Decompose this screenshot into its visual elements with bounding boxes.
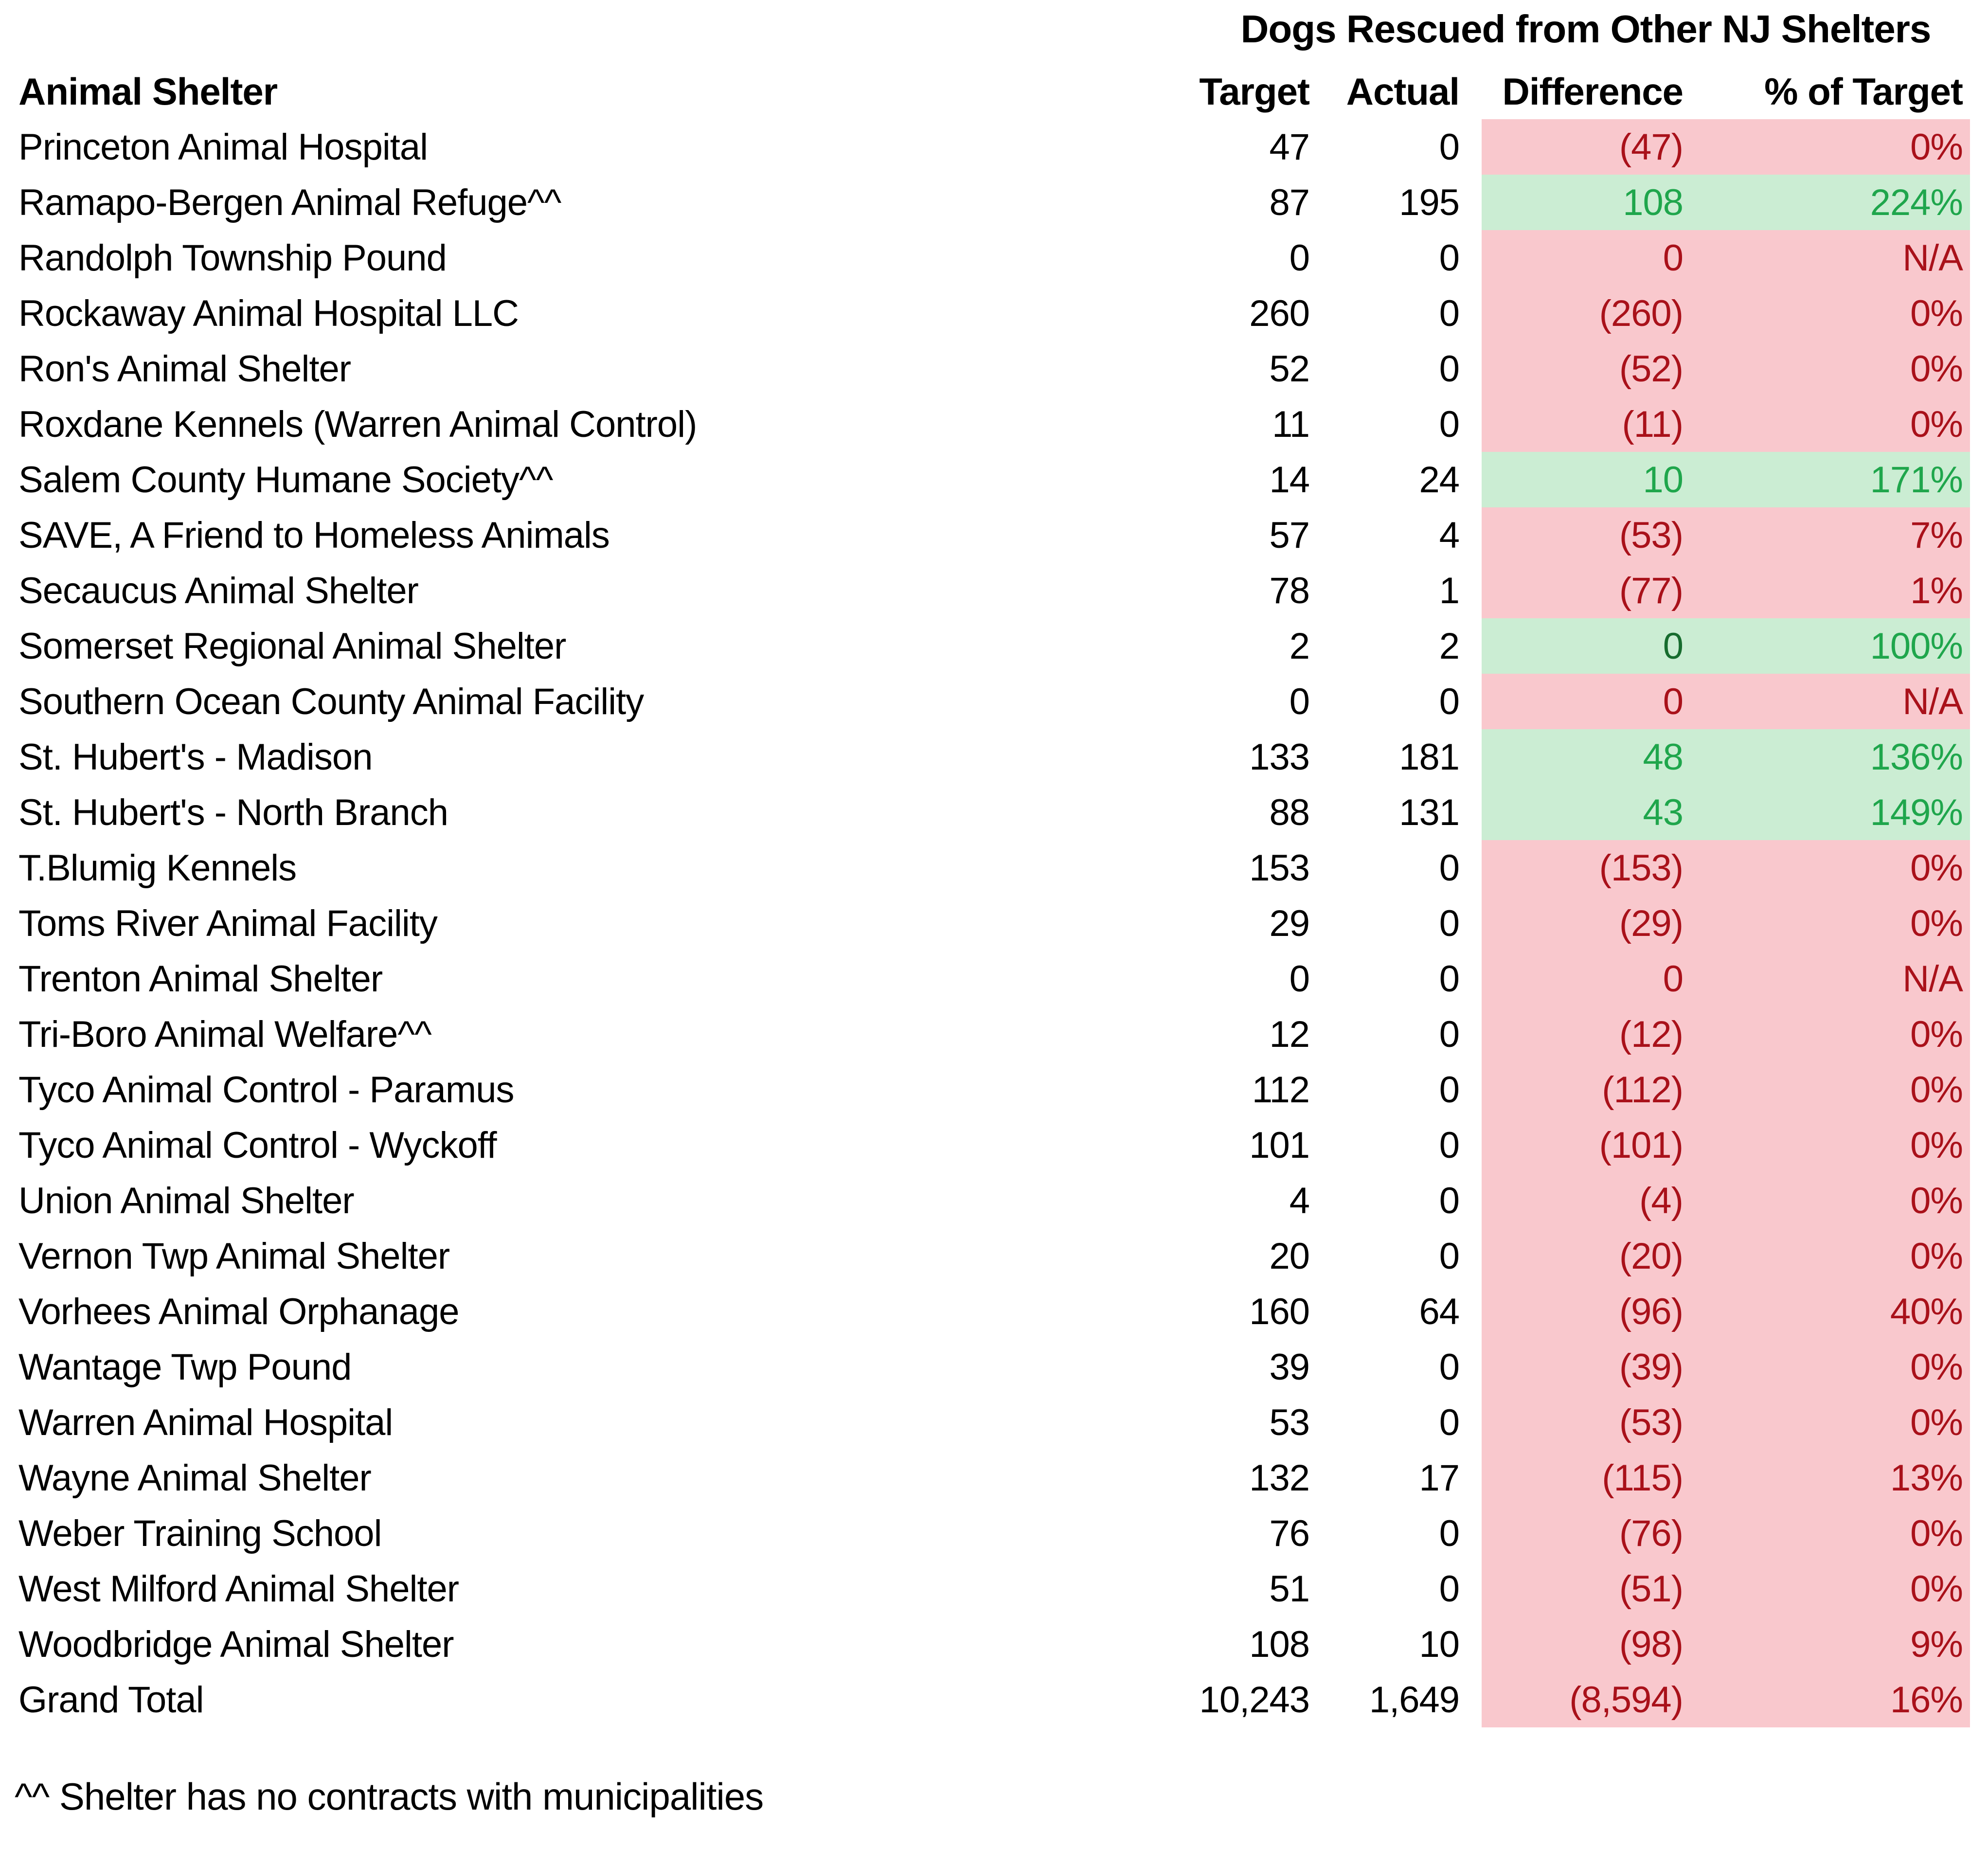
table-row-margin-cell (1970, 119, 1988, 175)
table-row-difference-cell: 48 (1482, 729, 1712, 785)
table-row-pct-of-target-cell: N/A (1712, 951, 1970, 1006)
table-row-pct-of-target-cell: 0% (1712, 286, 1970, 341)
table-row-difference-cell: (29) (1482, 896, 1712, 951)
table-row-actual-cell: 0 (1439, 1401, 1459, 1443)
table-row-shelter-name-cell: West Milford Animal Shelter (18, 1568, 459, 1610)
table-row-actual-cell: 0 (1439, 1069, 1459, 1111)
table-row-pct-of-target-cell: N/A (1712, 674, 1970, 729)
table-row-pct-of-target-cell: 0% (1712, 1006, 1970, 1062)
table-row-target-cell: 52 (1269, 348, 1309, 390)
table-row-difference-cell: (20) (1482, 1228, 1712, 1284)
table-row-target-cell: 11 (1272, 403, 1309, 445)
table-row-shelter-name-cell: Secaucus Animal Shelter (18, 570, 418, 611)
table-row-actual-cell: 0 (1439, 1346, 1459, 1388)
footnote: ^^ Shelter has no contracts with municipalities (15, 1775, 764, 1818)
table-row-margin-cell (1970, 396, 1988, 452)
table-row-pct-of-target-cell: 0% (1712, 341, 1970, 396)
table-row-actual-cell: 0 (1439, 958, 1459, 1000)
table-row-shelter-name-cell: Tyco Animal Control - Paramus (18, 1069, 514, 1111)
table-row-difference-cell: 0 (1482, 951, 1712, 1006)
table-row-margin-cell (1970, 1284, 1988, 1339)
table-row-difference-cell: (4) (1482, 1173, 1712, 1228)
table-row-margin-cell (1970, 1561, 1988, 1616)
table-row-pct-of-target-cell: 0% (1712, 1561, 1970, 1616)
table-row-difference-cell: (76) (1482, 1506, 1712, 1561)
table-row-target-cell: 39 (1269, 1346, 1309, 1388)
table-row-actual-cell: 0 (1439, 902, 1459, 944)
table-row-actual-cell: 0 (1439, 126, 1459, 168)
grand-total-pct-of-target-cell: 16% (1712, 1672, 1970, 1727)
column-header-animal-shelter: Animal Shelter (18, 70, 278, 113)
table-row-target-cell: 12 (1269, 1013, 1309, 1055)
table-row-target-cell: 2 (1289, 625, 1309, 667)
table-row-actual-cell: 17 (1419, 1457, 1459, 1499)
table-row-actual-cell: 181 (1399, 736, 1459, 778)
table-row-shelter-name-cell: St. Hubert's - Madison (18, 736, 373, 778)
table-row-target-cell: 101 (1249, 1124, 1309, 1166)
table-row-margin-cell (1970, 1450, 1988, 1506)
table-row-target-cell: 112 (1252, 1069, 1309, 1111)
table-grid (0, 64, 1988, 1727)
table-row-target-cell: 20 (1269, 1235, 1309, 1277)
table-row-margin-cell (1970, 896, 1988, 951)
table-row-target-cell: 53 (1269, 1401, 1309, 1443)
table-row-shelter-name-cell: Somerset Regional Animal Shelter (18, 625, 566, 667)
table-row-difference-cell: (101) (1482, 1117, 1712, 1173)
table-row-pct-of-target-cell: 13% (1712, 1450, 1970, 1506)
table-row-margin-cell (1970, 1117, 1988, 1173)
table-row-pct-of-target-cell: 224% (1712, 175, 1970, 230)
table-row-margin-cell (1970, 674, 1988, 729)
table-row-shelter-name-cell: Roxdane Kennels (Warren Animal Control) (18, 403, 697, 445)
table-row-target-cell: 0 (1289, 958, 1309, 1000)
grand-total-shelter-name-cell: Grand Total (18, 1679, 204, 1721)
table-row-target-cell: 51 (1269, 1568, 1309, 1610)
table-row-difference-cell: (53) (1482, 1395, 1712, 1450)
table-row-target-cell: 133 (1249, 736, 1309, 778)
table-row-shelter-name-cell: Tri-Boro Animal Welfare^^ (18, 1013, 431, 1055)
table-row-target-cell: 57 (1269, 514, 1309, 556)
column-header-pct-of-target: % of Target (1764, 70, 1963, 113)
table-row-pct-of-target-cell: 40% (1712, 1284, 1970, 1339)
table-row-shelter-name-cell: T.Blumig Kennels (18, 847, 297, 889)
table-row-target-cell: 108 (1249, 1623, 1309, 1665)
table-row-pct-of-target-cell: 7% (1712, 507, 1970, 563)
table-row-pct-of-target-cell: 0% (1712, 1395, 1970, 1450)
table-row-margin-cell (1970, 1506, 1988, 1561)
table-row-pct-of-target-cell: 0% (1712, 1062, 1970, 1117)
table-row-shelter-name-cell: Rockaway Animal Hospital LLC (18, 292, 519, 334)
table-row-shelter-name-cell: Woodbridge Animal Shelter (18, 1623, 454, 1665)
table-row-margin-cell (1970, 230, 1988, 286)
table-row-difference-cell: (39) (1482, 1339, 1712, 1395)
table-row-margin-cell (1970, 1062, 1988, 1117)
table-row-shelter-name-cell: Ron's Animal Shelter (18, 348, 351, 390)
table-row-pct-of-target-cell: 0% (1712, 840, 1970, 896)
table-row-actual-cell: 131 (1399, 791, 1459, 833)
table-row-margin-cell (1970, 729, 1988, 785)
table-row-actual-cell: 0 (1439, 1124, 1459, 1166)
table-row-difference-cell: 10 (1482, 452, 1712, 507)
table-row-difference-cell: (12) (1482, 1006, 1712, 1062)
table-row-actual-cell: 4 (1439, 514, 1459, 556)
table-row-actual-cell: 10 (1419, 1623, 1459, 1665)
table-row-margin-cell (1970, 175, 1988, 230)
table-row-actual-cell: 0 (1439, 237, 1459, 279)
table-row-actual-cell: 0 (1439, 1235, 1459, 1277)
table-row-actual-cell: 0 (1439, 403, 1459, 445)
table-row-shelter-name-cell: Union Animal Shelter (18, 1180, 354, 1221)
table-row-difference-cell: (52) (1482, 341, 1712, 396)
table-row-actual-cell: 195 (1399, 181, 1459, 223)
table-row-difference-cell: (112) (1482, 1062, 1712, 1117)
table-row-target-cell: 132 (1249, 1457, 1309, 1499)
table-row-pct-of-target-cell: 0% (1712, 1228, 1970, 1284)
table-row-margin-cell (1970, 341, 1988, 396)
table-row-margin-cell (1970, 1339, 1988, 1395)
table-row-shelter-name-cell: SAVE, A Friend to Homeless Animals (18, 514, 609, 556)
table-row-pct-of-target-cell: 1% (1712, 563, 1970, 618)
table-row-target-cell: 29 (1269, 902, 1309, 944)
table-row-actual-cell: 0 (1439, 1013, 1459, 1055)
table-row-pct-of-target-cell: 0% (1712, 896, 1970, 951)
table-row-actual-cell: 0 (1439, 681, 1459, 722)
table-row-margin-cell (1970, 507, 1988, 563)
table-row-target-cell: 78 (1269, 570, 1309, 611)
table-row-actual-cell: 24 (1419, 459, 1459, 501)
grand-total-difference-cell: (8,594) (1482, 1672, 1712, 1727)
table-row-shelter-name-cell: Vernon Twp Animal Shelter (18, 1235, 450, 1277)
grand-total-actual-cell: 1,649 (1369, 1679, 1459, 1721)
column-header-actual: Actual (1346, 70, 1459, 113)
table-row-shelter-name-cell: Vorhees Animal Orphanage (18, 1291, 459, 1332)
table-row-difference-cell: (53) (1482, 507, 1712, 563)
header-margin-cell (1970, 64, 1988, 119)
table-row-margin-cell (1970, 563, 1988, 618)
table-row-shelter-name-cell: Princeton Animal Hospital (18, 126, 428, 168)
table-row-difference-cell: (115) (1482, 1450, 1712, 1506)
table-row-actual-cell: 64 (1419, 1291, 1459, 1332)
table-row-difference-cell: (47) (1482, 119, 1712, 175)
table-row-difference-cell: (96) (1482, 1284, 1712, 1339)
column-header-target: Target (1199, 70, 1309, 113)
table-row-actual-cell: 0 (1439, 1512, 1459, 1554)
table-row-difference-cell: 0 (1482, 230, 1712, 286)
grand-total-target-cell: 10,243 (1199, 1679, 1309, 1721)
table-row-difference-cell: 43 (1482, 785, 1712, 840)
table-row-pct-of-target-cell: 0% (1712, 119, 1970, 175)
table-row-target-cell: 0 (1289, 681, 1309, 722)
table-row-target-cell: 47 (1269, 126, 1309, 168)
table-row-pct-of-target-cell: 171% (1712, 452, 1970, 507)
table-row-actual-cell: 2 (1439, 625, 1459, 667)
table-row-actual-cell: 0 (1439, 1568, 1459, 1610)
table-row-pct-of-target-cell: 136% (1712, 729, 1970, 785)
table-row-pct-of-target-cell: N/A (1712, 230, 1970, 286)
table-row-difference-cell: 108 (1482, 175, 1712, 230)
table-row-margin-cell (1970, 286, 1988, 341)
table-row-margin-cell (1970, 618, 1988, 674)
table-row-margin-cell (1970, 951, 1988, 1006)
table-row-target-cell: 0 (1289, 237, 1309, 279)
table-row-actual-cell: 0 (1439, 847, 1459, 889)
table-row-difference-cell: (153) (1482, 840, 1712, 896)
table-row-margin-cell (1970, 1006, 1988, 1062)
table-row-shelter-name-cell: Ramapo-Bergen Animal Refuge^^ (18, 181, 561, 223)
table-row-target-cell: 260 (1249, 292, 1309, 334)
table-row-shelter-name-cell: Randolph Township Pound (18, 237, 447, 279)
table-row-shelter-name-cell: Weber Training School (18, 1512, 382, 1554)
grand-total-margin-cell (1970, 1672, 1988, 1727)
table-row-shelter-name-cell: Wayne Animal Shelter (18, 1457, 371, 1499)
table-row-difference-cell: (51) (1482, 1561, 1712, 1616)
table-row-target-cell: 87 (1269, 181, 1309, 223)
table-row-difference-cell: (98) (1482, 1616, 1712, 1672)
table-row-target-cell: 4 (1289, 1180, 1309, 1221)
table-row-shelter-name-cell: St. Hubert's - North Branch (18, 791, 448, 833)
table-row-margin-cell (1970, 1395, 1988, 1450)
table-row-shelter-name-cell: Southern Ocean County Animal Facility (18, 681, 644, 722)
table-row-shelter-name-cell: Toms River Animal Facility (18, 902, 437, 944)
table-row-target-cell: 160 (1249, 1291, 1309, 1332)
table-row-margin-cell (1970, 1228, 1988, 1284)
table-row-shelter-name-cell: Tyco Animal Control - Wyckoff (18, 1124, 497, 1166)
table-row-pct-of-target-cell: 9% (1712, 1616, 1970, 1672)
table-row-shelter-name-cell: Salem County Humane Society^^ (18, 459, 553, 501)
table-row-pct-of-target-cell: 0% (1712, 1173, 1970, 1228)
table-row-target-cell: 76 (1269, 1512, 1309, 1554)
table-row-pct-of-target-cell: 0% (1712, 1339, 1970, 1395)
table-row-actual-cell: 0 (1439, 1180, 1459, 1221)
table-row-difference-cell: (77) (1482, 563, 1712, 618)
table-row-shelter-name-cell: Wantage Twp Pound (18, 1346, 352, 1388)
table-row-shelter-name-cell: Warren Animal Hospital (18, 1401, 393, 1443)
table-row-actual-cell: 0 (1439, 348, 1459, 390)
table-row-difference-cell: 0 (1482, 674, 1712, 729)
table-row-pct-of-target-cell: 0% (1712, 1506, 1970, 1561)
table-row-margin-cell (1970, 840, 1988, 896)
column-header-difference: Difference (1502, 70, 1683, 113)
table-row-difference-cell: (11) (1482, 396, 1712, 452)
table-row-shelter-name-cell: Trenton Animal Shelter (18, 958, 383, 1000)
table-row-pct-of-target-cell: 0% (1712, 396, 1970, 452)
table-row-margin-cell (1970, 452, 1988, 507)
table-row-difference-cell: (260) (1482, 286, 1712, 341)
table-row-margin-cell (1970, 785, 1988, 840)
table-row-target-cell: 153 (1249, 847, 1309, 889)
table-row-target-cell: 14 (1269, 459, 1309, 501)
table-row-pct-of-target-cell: 100% (1712, 618, 1970, 674)
table-row-margin-cell (1970, 1173, 1988, 1228)
table-row-pct-of-target-cell: 149% (1712, 785, 1970, 840)
table-row-target-cell: 88 (1269, 791, 1309, 833)
table-row-pct-of-target-cell: 0% (1712, 1117, 1970, 1173)
report-title: Dogs Rescued from Other NJ Shelters (1240, 7, 1931, 51)
table-row-actual-cell: 0 (1439, 292, 1459, 334)
table-row-difference-cell: 0 (1482, 618, 1712, 674)
table-row-margin-cell (1970, 1616, 1988, 1672)
table-row-actual-cell: 1 (1439, 570, 1459, 611)
